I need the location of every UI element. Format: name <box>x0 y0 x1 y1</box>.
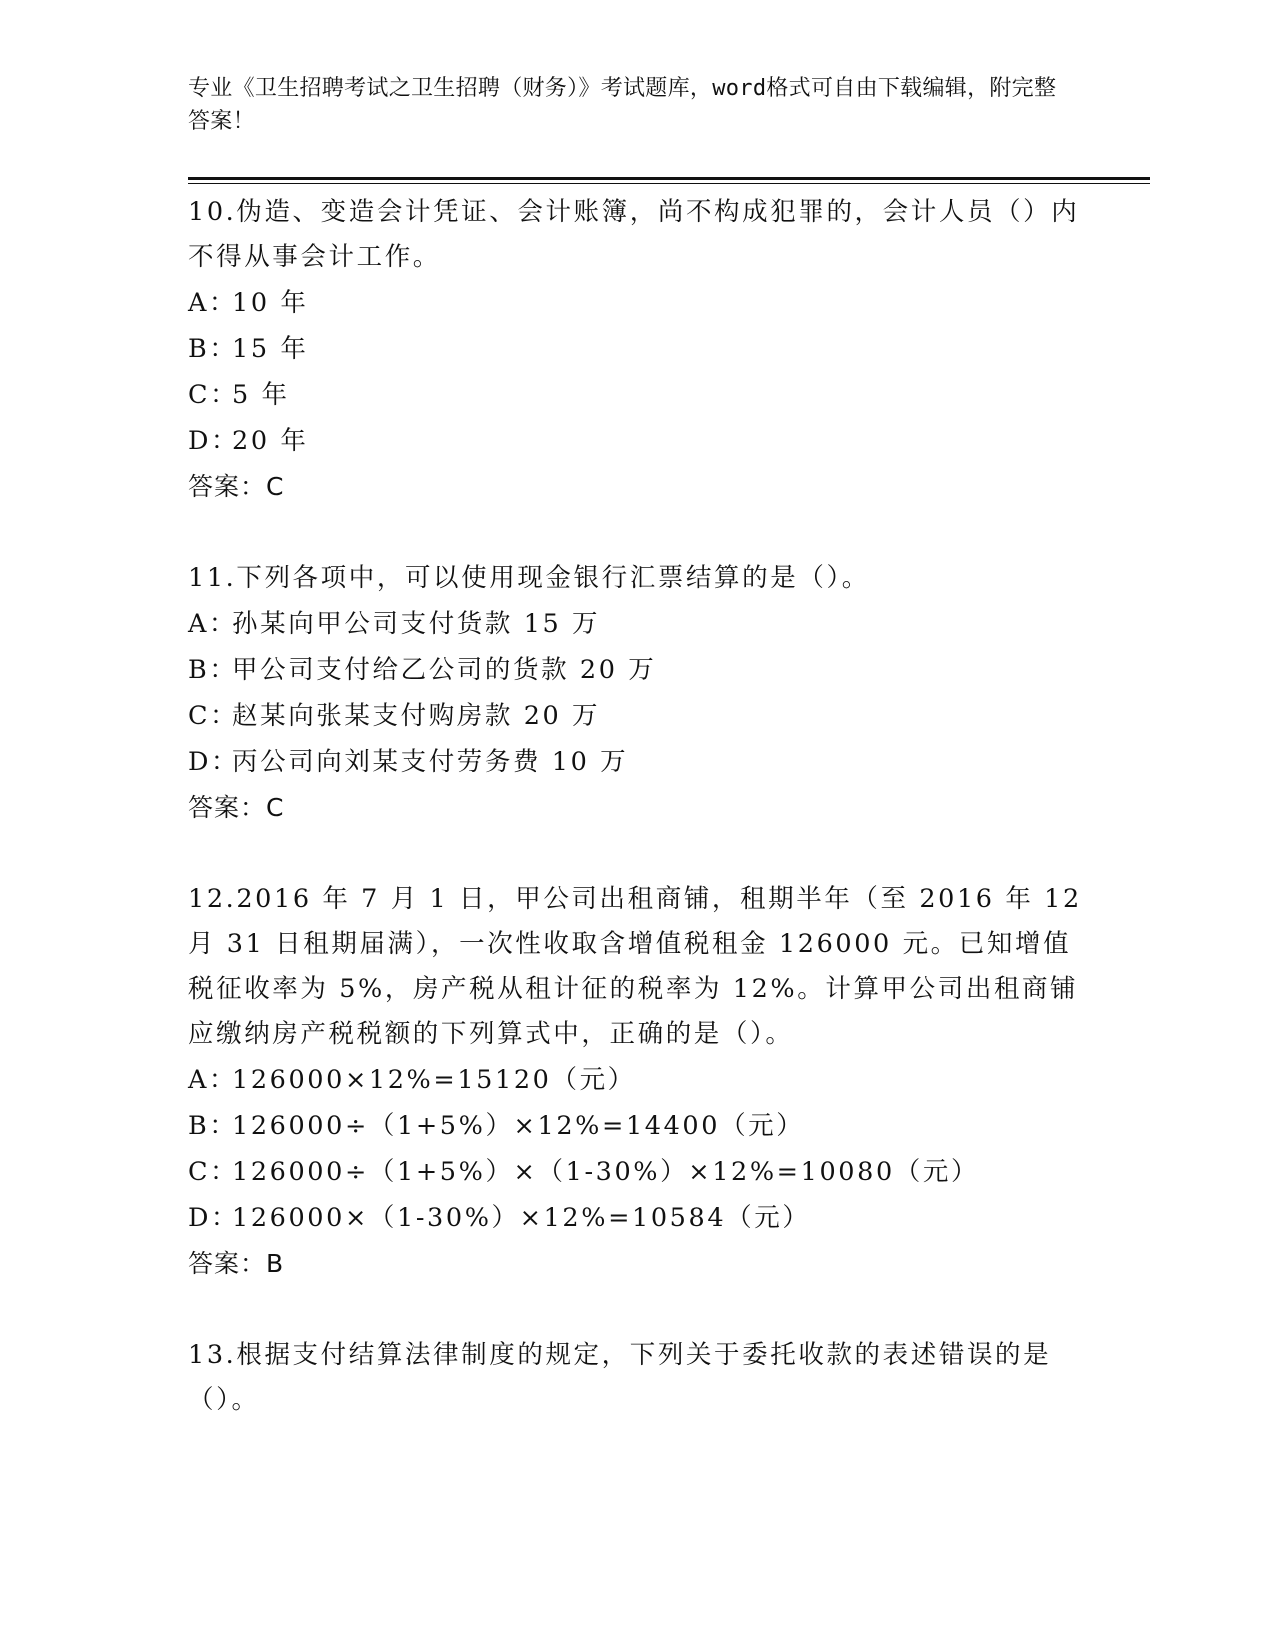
option-key: A： <box>188 609 238 639</box>
option-text: 5 年 <box>232 380 290 410</box>
question-12 <box>188 877 1088 1287</box>
answer-line: 答案：B <box>188 1249 285 1278</box>
question-stem: 11.下列各项中，可以使用现金银行汇票结算的是（）。 <box>188 563 870 593</box>
question-stem: 12.2016 年 7 月 1 日，甲公司出租商铺，租期半年（至 2016 年 12 月 31 日租期届满），一次性收取含增值税租金 126000 元。已知增值税征收率为 5%，房产税从租计征的税率为 12%。计算甲公司出租商铺应缴纳房产税税额的下列算式中，正确的是（）。 <box>188 884 1082 1049</box>
option-key: C： <box>188 701 239 731</box>
option-a <box>188 280 1088 326</box>
option-a <box>188 1057 1088 1103</box>
option-c <box>188 1149 1088 1195</box>
option-b <box>188 647 1088 693</box>
option-key: B： <box>188 655 238 685</box>
option-a <box>188 601 1088 647</box>
option-b <box>188 326 1088 372</box>
question-list <box>188 190 1088 1469</box>
option-key: B： <box>188 1111 238 1141</box>
option-b <box>188 1103 1088 1149</box>
option-text: 丙公司向刘某支付劳务费 10 万 <box>232 747 629 777</box>
option-text: 126000×（1-30%）×12%=10584（元） <box>232 1203 811 1233</box>
option-text: 10 年 <box>232 288 309 318</box>
option-c <box>188 372 1088 418</box>
option-text: 15 年 <box>232 334 309 364</box>
header-rule-thin <box>188 183 1150 184</box>
option-key: A： <box>188 288 238 318</box>
question-stem: 13.根据支付结算法律制度的规定，下列关于委托收款的表述错误的是（）。 <box>188 1340 1052 1415</box>
header-rule-thick <box>188 177 1150 180</box>
answer-line: 答案：C <box>188 793 285 822</box>
option-text: 126000×12%=15120（元） <box>232 1065 636 1095</box>
option-key: B： <box>188 334 238 364</box>
option-d <box>188 418 1088 464</box>
question-10 <box>188 190 1088 510</box>
question-13 <box>188 1333 1088 1423</box>
option-key: D： <box>188 1203 240 1233</box>
question-stem: 10.伪造、变造会计凭证、会计账簿，尚不构成犯罪的，会计人员（）内不得从事会计工作。 <box>188 197 1080 272</box>
option-text: 孙某向甲公司支付货款 15 万 <box>232 609 601 639</box>
option-text: 126000÷（1+5%）×12%=14400（元） <box>232 1111 805 1141</box>
option-key: A： <box>188 1065 238 1095</box>
option-c <box>188 693 1088 739</box>
option-key: D： <box>188 426 240 456</box>
option-key: C： <box>188 1157 239 1187</box>
option-text: 甲公司支付给乙公司的货款 20 万 <box>232 655 657 685</box>
option-d <box>188 1195 1088 1241</box>
question-11 <box>188 556 1088 831</box>
document-header: 专业《卫生招聘考试之卫生招聘（财务）》考试题库，word格式可自由下载编辑，附完整答案！ <box>188 76 1057 134</box>
option-key: D： <box>188 747 240 777</box>
option-d <box>188 739 1088 785</box>
answer-line: 答案：C <box>188 472 285 501</box>
option-text: 赵某向张某支付购房款 20 万 <box>232 701 601 731</box>
option-key: C： <box>188 380 239 410</box>
option-text: 20 年 <box>232 426 309 456</box>
option-text: 126000÷（1+5%）×（1-30%）×12%=10080（元） <box>232 1157 980 1187</box>
